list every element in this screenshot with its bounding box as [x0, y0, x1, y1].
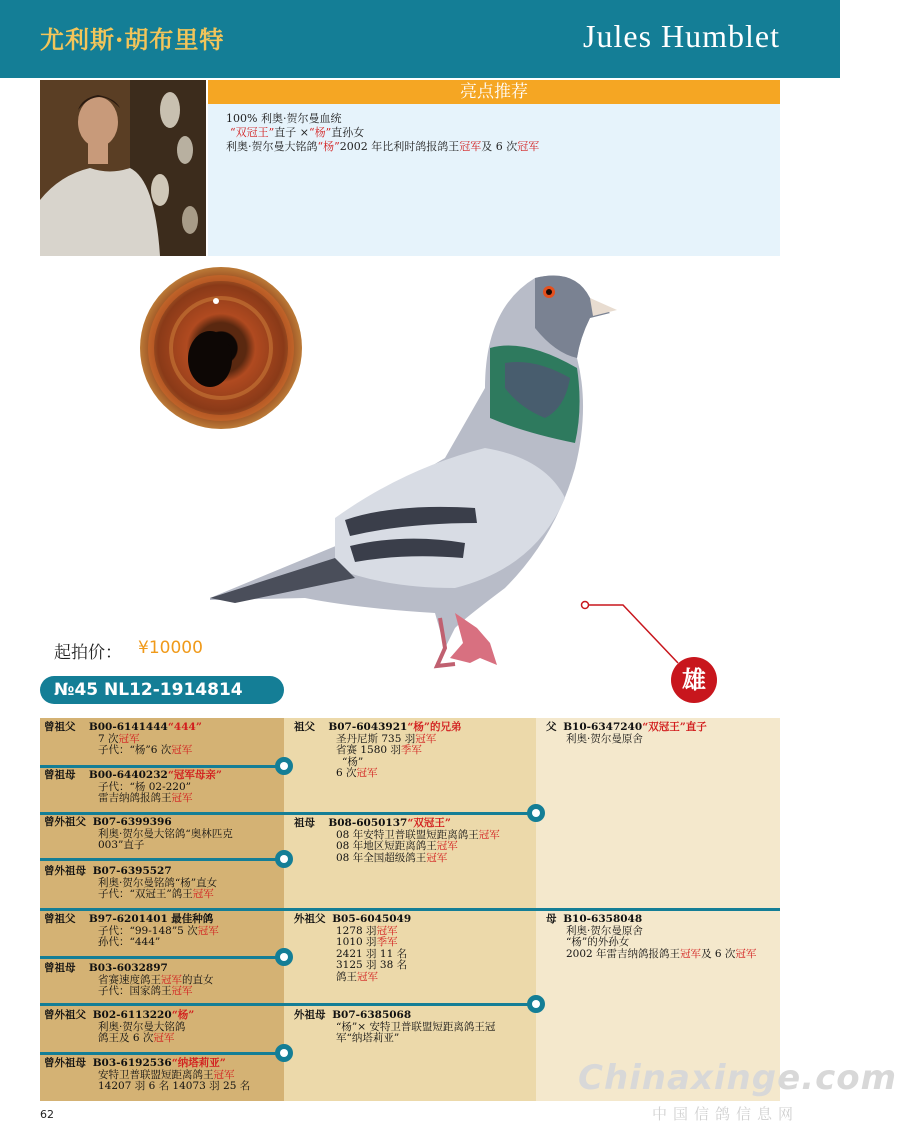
- ggm4-l1b: 冠军: [213, 1068, 235, 1081]
- breeder-name-chinese: 尤利斯·胡布里特: [40, 25, 225, 54]
- ggm4-l2: 14207 羽 6 名 14073 羽 25 名: [98, 1080, 251, 1092]
- father-name: “双冠王”直子: [642, 721, 707, 733]
- ggf3-label: 曾祖父: [44, 913, 76, 925]
- ggm3-l1b: 冠军: [161, 973, 182, 986]
- ggm2-l2a: 子代：“双冠王”鸽王: [98, 888, 193, 900]
- pedigree-ggf3: [44, 914, 219, 949]
- mother-l3d: 冠军: [735, 947, 757, 960]
- gm1-l3b: 冠军: [426, 851, 448, 864]
- ggm2-l2b: 冠军: [192, 888, 214, 900]
- father-l1: 利奥·贺尔曼原舍: [566, 732, 643, 745]
- pedigree-node-icon: [275, 1044, 293, 1062]
- gm1-l2a: 08 年地区短距离鸽王: [336, 840, 437, 852]
- pedigree-node-icon: [275, 948, 293, 966]
- ggf1-name: “444”: [167, 721, 202, 733]
- ggm2-label: 曾外祖母: [44, 865, 86, 877]
- mother-id: B10-6358048: [563, 913, 643, 925]
- breeder-photo-illustration: [40, 80, 206, 256]
- gf1-l1b: 冠军: [415, 732, 437, 745]
- pedigree-connector: [40, 858, 284, 861]
- ggf2-label: 曾外祖父: [44, 816, 86, 828]
- mother-l3b: 冠军: [680, 947, 702, 960]
- highlight-panel: [208, 80, 780, 256]
- ggm3-l1c: 的直女: [182, 973, 214, 986]
- ggf3-l2: 孙代：“444”: [98, 936, 161, 948]
- gf2-id: B05-6045049: [332, 913, 412, 925]
- ggf3-l1b: 冠军: [197, 924, 219, 937]
- gm1-l3a: 08 年全国超级鸽王: [336, 851, 427, 864]
- pedigree-gm2: [294, 1010, 495, 1045]
- ggm4-name: “纳塔莉亚”: [171, 1057, 226, 1069]
- father-id: B10-6347240: [563, 721, 643, 733]
- pedigree-ggm4: [44, 1058, 250, 1093]
- gm1-l1b: 冠军: [478, 828, 500, 841]
- ggm1-label: 曾祖母: [44, 769, 76, 781]
- ggf3-l1a: 子代：“99-148”5 次: [98, 924, 198, 937]
- gm1-label: 祖母: [294, 817, 315, 829]
- father-label: 父: [546, 721, 557, 733]
- ggm3-label: 曾祖母: [44, 962, 76, 974]
- ggf1-l1b: 冠军: [118, 732, 140, 745]
- gm2-l1: “杨”× 安特卫普联盟短距离鸽王冠: [336, 1020, 496, 1033]
- pedigree-gf1: [294, 722, 461, 780]
- pedigree-ggf1: [44, 722, 202, 757]
- ggm2-l1: 利奥·贺尔曼铭鸽“杨”直女: [98, 876, 218, 889]
- highlight-line-3-c: 2002 年比利时鸽报鸽王: [339, 140, 460, 153]
- gm2-label: 外祖母: [294, 1009, 326, 1021]
- pedigree-node-icon: [275, 757, 293, 775]
- pedigree-ggf2: [44, 817, 233, 852]
- mother-l2: “杨”的外孙女: [566, 936, 630, 948]
- pedigree-mother: [546, 914, 756, 960]
- ggf4-l1: 利奥·贺尔曼大铭鸽: [98, 1020, 186, 1033]
- highlight-line-3-a: 利奥·贺尔曼大铭鸽: [226, 140, 318, 153]
- pedigree-node-icon: [527, 995, 545, 1013]
- highlight-line-3-f: 冠军: [517, 140, 540, 153]
- ggf4-l2a: 鸽王及 6 次: [98, 1032, 154, 1044]
- sex-badge: 雄: [671, 657, 717, 703]
- pedigree-gm1: [294, 818, 500, 864]
- callout-line: [578, 598, 688, 668]
- gm2-id: B07-6385068: [332, 1009, 412, 1021]
- highlight-line-3: [226, 138, 539, 154]
- mother-label: 母: [546, 913, 557, 925]
- pedigree-ggf4: [44, 1010, 194, 1045]
- pedigree-connector: [40, 812, 536, 815]
- ggm3-l1a: 省赛速度鸽王: [98, 973, 161, 986]
- pedigree-gf2: [294, 914, 411, 983]
- highlight-line-1: 100% 利奥·贺尔曼血统: [226, 112, 342, 125]
- ggm2-id: B07-6395527: [92, 865, 172, 877]
- pedigree-ggm1: [44, 770, 222, 805]
- ggm1-name: “冠军母亲”: [167, 769, 222, 781]
- gf1-id: B07-6043921: [328, 721, 408, 733]
- mother-l3a: 2002 年雷吉纳鸽报鸽王: [566, 947, 681, 960]
- mother-l3c: 及 6 次: [701, 947, 736, 960]
- bird-ring-number: №45 NL12-1914814: [40, 676, 284, 704]
- ggm3-l2b: 冠军: [171, 985, 193, 997]
- ggm1-l2a: 雷吉纳鸽报鸽王: [98, 792, 172, 804]
- ggm4-id: B03-6192536: [92, 1057, 172, 1069]
- ggm4-l1a: 安特卫普联盟短距离鸽王: [98, 1068, 214, 1081]
- ggm4-label: 曾外祖母: [44, 1057, 86, 1069]
- pedigree-connector: [40, 956, 284, 959]
- gf1-l2b: 季军: [400, 744, 422, 756]
- breeder-photo: [40, 80, 206, 256]
- gf1-l4b: 冠军: [356, 767, 378, 779]
- gf2-l5a: 鸽王: [336, 970, 357, 983]
- highlight-line-2-c: “杨”: [308, 126, 332, 139]
- ggm1-id: B00-6440232: [88, 769, 168, 781]
- highlight-line-2-d: 直孙女: [331, 126, 365, 139]
- gf2-l4: 3125 羽 38 名: [336, 959, 408, 971]
- gm1-l2b: 冠军: [436, 840, 458, 852]
- ggf2-l1: 利奥·贺尔曼大铭鸽“奥林匹克: [98, 827, 233, 840]
- ggf1-label: 曾祖父: [44, 721, 76, 733]
- gm1-l1a: 08 年安特卫普联盟短距离鸽王: [336, 828, 479, 841]
- gf2-l1a: 1278 羽: [336, 924, 377, 937]
- gf2-l2a: 1010 羽: [336, 936, 377, 948]
- gf1-name: “杨”的兄弟: [407, 721, 462, 733]
- pedigree-ggm3: [44, 963, 214, 998]
- ggm1-l1: 子代：“杨 02-220”: [98, 780, 192, 793]
- ggf3-id: B97-6201401: [88, 913, 168, 925]
- gf2-l1b: 冠军: [376, 924, 398, 937]
- highlight-line-3-b: “杨”: [317, 140, 340, 153]
- breeder-name-english: Jules Humblet: [583, 18, 780, 54]
- ggf4-name: “杨”: [171, 1009, 195, 1021]
- ggf3-name: 最佳种鸽: [171, 913, 214, 925]
- gf2-l3: 2421 羽 11 名: [336, 947, 408, 960]
- gm1-name: “双冠王”: [407, 817, 451, 829]
- ggf4-id: B02-6113220: [92, 1009, 172, 1021]
- gf1-l3: “杨”: [342, 755, 364, 768]
- ggf1-l2a: 子代：“杨”6 次: [98, 744, 172, 756]
- highlight-line-3-e: 及 6 次: [481, 140, 518, 153]
- gm2-l2: 军“纳塔莉亚”: [336, 1032, 400, 1044]
- ggm1-l2b: 冠军: [171, 792, 193, 804]
- gf1-l1a: 圣丹尼斯 735 羽: [336, 732, 416, 745]
- mother-l1: 利奥·贺尔曼原舍: [566, 924, 643, 937]
- pedigree-connector: [40, 1052, 284, 1055]
- highlight-line-3-d: 冠军: [459, 140, 482, 153]
- pedigree-divider: [40, 908, 780, 911]
- gf1-label: 祖父: [294, 721, 315, 733]
- price-value: ¥10000: [138, 638, 203, 658]
- ggf1-id: B00-6141444: [88, 721, 168, 733]
- highlight-line-2-a: “双冠王”: [230, 126, 275, 139]
- gf2-l5b: 冠军: [357, 970, 378, 983]
- gf2-label: 外祖父: [294, 913, 326, 925]
- ggf1-l2b: 冠军: [171, 744, 193, 756]
- ggf2-id: B07-6399396: [92, 816, 172, 828]
- pedigree-father: [546, 722, 707, 745]
- ggf4-l2b: 冠军: [153, 1032, 175, 1044]
- gf1-l2a: 省赛 1580 羽: [336, 744, 401, 756]
- pedigree-node-icon: [527, 804, 545, 822]
- watermark-subtitle: 中国信鸽信息网: [652, 1105, 800, 1123]
- pedigree-connector: [40, 765, 284, 768]
- ggm3-id: B03-6032897: [88, 962, 168, 974]
- page-number: 62: [40, 1108, 54, 1121]
- pigeon-photo: [205, 268, 625, 678]
- watermark-logo: Chinaxinge.com: [578, 1058, 897, 1098]
- pedigree-ggm2: [44, 866, 217, 901]
- pedigree-connector: [40, 1003, 536, 1006]
- ggf2-l2: 003”直子: [98, 839, 145, 851]
- highlight-line-2-b: 直子 ×: [274, 126, 309, 139]
- ggf4-label: 曾外祖父: [44, 1009, 86, 1021]
- gf2-l2b: 季军: [376, 936, 398, 948]
- ggm3-l2a: 子代：国家鸽王: [98, 985, 172, 997]
- gm1-id: B08-6050137: [328, 817, 408, 829]
- pedigree-node-icon: [275, 850, 293, 868]
- price-label: 起拍价：: [54, 643, 122, 663]
- highlight-heading: 亮点推荐: [208, 80, 780, 104]
- gf1-l4a: 6 次: [336, 767, 357, 779]
- ggf1-l1a: 7 次: [98, 732, 119, 745]
